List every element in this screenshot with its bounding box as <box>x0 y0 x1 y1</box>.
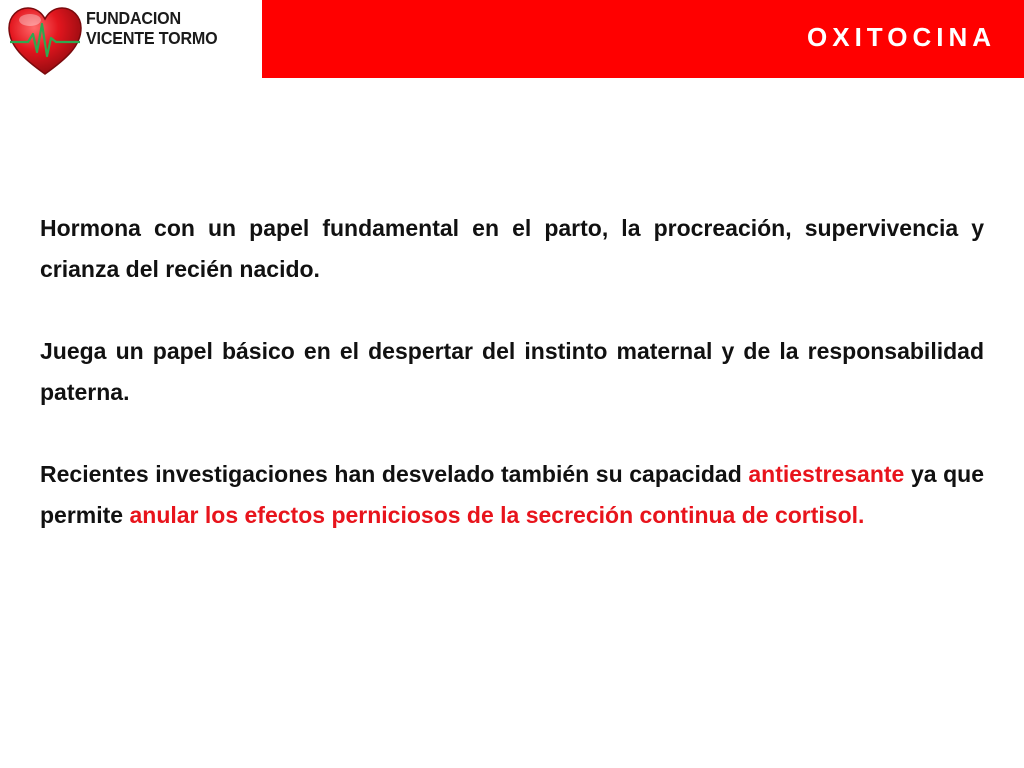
paragraph-1: Hormona con un papel fundamental en el parto, la procreación, supervivencia y crianza del recién nacido. <box>40 215 984 282</box>
paragraph-2: Juega un papel básico en el despertar del instinto maternal y de la responsabilidad paterna. <box>40 338 984 405</box>
highlight-antiestresante: antiestresante <box>748 461 905 487</box>
logo-line-1: FUNDACION <box>86 8 181 28</box>
paragraph-3-part-2: ya que permite <box>40 461 985 528</box>
logo-line-2: VICENTE TORMO <box>86 28 218 48</box>
highlight-cortisol: anular los efectos perniciosos de la secreción continua de cortisol. <box>129 502 865 528</box>
slide-body <box>40 208 984 577</box>
title-banner <box>262 0 1024 78</box>
paragraph-3-part-1: Recientes investigaciones han desvelado también su capacidad <box>40 461 742 487</box>
logo-text <box>86 8 217 48</box>
paragraph-3 <box>40 454 984 536</box>
fundacion-logo <box>4 2 254 78</box>
heart-pulse-icon <box>6 4 84 78</box>
slide-title: OXITOCINA <box>807 22 996 52</box>
